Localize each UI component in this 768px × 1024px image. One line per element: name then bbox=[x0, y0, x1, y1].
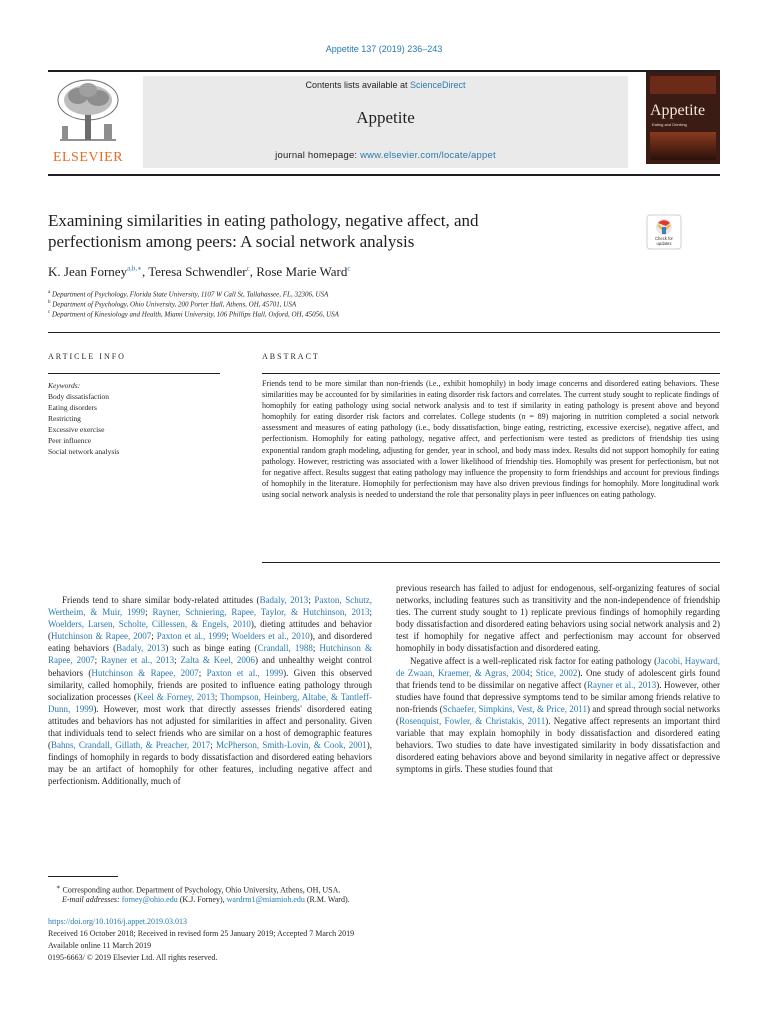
article-title: Examining similarities in eating pathology, negative affect, and perfectionism among peers: A social network analysis bbox=[48, 211, 479, 251]
affiliation: $^c$ Department of Kinesiology and Health, Miami University, 106 Phillips Hall, Oxford, OH, 45056, USA bbox=[48, 310, 339, 319]
abstract-bottom-rule bbox=[262, 562, 720, 563]
body-paragraph: Negative affect is a well-replicated risk factor for eating pathology (Jacobi, Hayward, de Zwaan, Kraemer, & Agras, 2004; Stice, 2002). One study of adolescent girls found that friends tend to be dissimilar on negative affect (Rayner et al., 2013). However, other studies have found that depressive symptoms tend to be similar among friends relative to non-friends (Schaefer, Simpkins, Vest, & Price, 2011) and spread through social networks (Rosenquist, Fowler, & Christakis, 2011). Negative affect represents an important third variable that may explain homophily in body dissatisfaction and disordered eating behaviors. Two studies to date have investigated similarity in body dissatisfaction and disordered eating behaviors above and beyond similarity in negative affect or depressive symptoms in girls. These studies found that bbox=[396, 655, 720, 775]
citation-link[interactable]: McPherson, Smith-Lovin, & Cook, 2001 bbox=[215, 740, 367, 751]
corresponding-author-note: ∗ Corresponding author. Department of Psychology, Ohio University, Athens, OH, USA. bbox=[56, 884, 341, 895]
homepage-line: journal homepage: www.elsevier.com/locate/appet bbox=[275, 150, 496, 161]
cover-stripe bbox=[650, 76, 716, 94]
abstract-heading: ABSTRACT bbox=[262, 352, 320, 361]
email-link[interactable]: forney@ohio.edu bbox=[121, 895, 178, 904]
author-name: K. Jean Forney bbox=[48, 264, 128, 279]
elsevier-wordmark: ELSEVIER bbox=[52, 150, 124, 165]
email-addresses: E-mail addresses: forney@ohio.edu (K.J. Forney), wardrm1@miamioh.edu (R.M. Ward). bbox=[62, 895, 350, 904]
copyright-line: 0195-6663/ © 2019 Elsevier Ltd. All rights reserved. bbox=[48, 953, 218, 962]
citation-link[interactable]: Rayner, Schniering, Rapee, Taylor, & Hutchinson, 2013 bbox=[152, 607, 370, 618]
author-name: Rose Marie Ward bbox=[256, 264, 348, 279]
available-online: Available online 11 March 2019 bbox=[48, 941, 152, 950]
author-list: K. Jean Forney$^{a,b,∗}$, Teresa Schwendler$^c$, Rose Marie Ward$^c$ bbox=[48, 264, 351, 279]
header-bottom-rule bbox=[48, 174, 720, 176]
citation-link[interactable]: Thompson, Heinberg, Altabe, & Tantleff-Dunn, 1999 bbox=[48, 691, 373, 714]
citation-link[interactable]: Paxton et al., 1999 bbox=[206, 667, 284, 678]
check-for-updates-text: Check for updates bbox=[655, 236, 673, 246]
citation-link[interactable]: Rayner et al., 2013 bbox=[101, 655, 175, 666]
body-column-right bbox=[396, 582, 720, 776]
contents-line: Contents lists available at ScienceDirect bbox=[305, 80, 466, 90]
affiliation: $^a$ Department of Psychology, Florida State University, 1107 W Call St, Tallahassee, FL, 32306, USA bbox=[48, 290, 329, 299]
citation-link[interactable]: Woelders et al., 2010 bbox=[231, 631, 310, 642]
author-affiliation-mark[interactable]: c bbox=[246, 264, 250, 273]
author-affiliation-mark[interactable]: a,b,∗ bbox=[127, 264, 142, 273]
article-info-rule bbox=[48, 373, 220, 374]
citation-link[interactable]: Paxton, Schutz, Wertheim, & Muir, 1999 bbox=[48, 595, 372, 618]
received-dates: Received 16 October 2018; Received in revised form 25 January 2019; Accepted 7 March 2019 bbox=[48, 929, 355, 938]
citation-link[interactable]: Schaefer, Simpkins, Vest, & Price, 2011 bbox=[442, 703, 587, 714]
citation-link[interactable]: Stice, 2002 bbox=[535, 667, 578, 678]
keyword: Body dissatisfaction bbox=[48, 392, 110, 401]
article-info-heading: ARTICLE INFO bbox=[48, 352, 126, 361]
body-column-left bbox=[48, 594, 372, 788]
header-top-rule bbox=[48, 70, 720, 72]
affiliation: $^b$ Department of Psychology, Ohio University, 200 Porter Hall, Athens, OH, 45701, USA bbox=[48, 300, 297, 309]
body-paragraph: Friends tend to share similar body-related attitudes (Badaly, 2013; Paxton, Schutz, Wertheim, & Muir, 1999; Rayner, Schniering, Rapee, Taylor, & Hutchinson, 2013; Woelders, Larsen, Scholte, Cillessen, & Engels, 2010), dieting attitudes and behavior (Hutchinson & Rapee, 2007; Paxton et al., 1999; Woelders et al., 2010), and disordered eating behaviors (Badaly, 2013) such as binge eating (Crandall, 1988; Hutchinson & Rapee, 2007; Rayner et al., 2013; Zalta & Keel, 2006) and unhealthy weight control behaviors (Hutchinson & Rapee, 2007; Paxton et al., 1999). Given this observed similarity, called homophily, friends are posited to influence eating pathology through socialization processes (Keel & Forney, 2013; Thompson, Heinberg, Altabe, & Tantleff-Dunn, 1999). However, most work that directly assesses friends' disordered eating attitudes and behaviors has not adjusted for similarities in affect and personality. Given that individuals tend to select friends who are similar on a host of demographic features (Bahns, Crandall, Gillath, & Preacher, 2017; McPherson, Smith-Lovin, & Cook, 2001), findings of homophily in regards to body dissatisfaction and disordered eating behaviors may be an artifact of homophily for other features, including negative affect and perfectionism. Additionally, much of bbox=[48, 595, 373, 787]
email-link[interactable]: wardrm1@miamioh.edu bbox=[226, 895, 305, 904]
body-paragraph: previous research has failed to adjust for endogenous, self-organizing features of social networks, including features such as transitivity and the non-independence of friendship ties. The current study sought to 1) replicate previous findings of homophily regarding body dissatisfaction and disordered eating behaviors using social network analysis and 2) test if homophily for negative affect and perfectionism may account for observed homophily in body dissatisfaction and disordered eating. bbox=[396, 583, 720, 654]
journal-banner bbox=[143, 76, 628, 168]
keyword: Social network analysis bbox=[48, 447, 120, 456]
citation-link[interactable]: Keel & Forney, 2013 bbox=[136, 691, 215, 702]
citation-link[interactable]: Jacobi, Hayward, de Zwaan, Kraemer, & Agras, 2004 bbox=[396, 655, 720, 678]
citation-link[interactable]: Crandall, 1988 bbox=[257, 643, 313, 654]
check-for-updates-badge[interactable] bbox=[646, 214, 682, 250]
author-name: Teresa Schwendler bbox=[148, 264, 247, 279]
keyword: Excessive exercise bbox=[48, 425, 105, 434]
journal-reference[interactable]: Appetite 137 (2019) 236–243 bbox=[325, 44, 443, 54]
cover-image bbox=[650, 132, 716, 160]
citation-link[interactable]: Badaly, 2013 bbox=[259, 595, 309, 605]
citation-link[interactable]: Hutchinson & Rapee, 2007 bbox=[51, 631, 152, 642]
journal-name: Appetite bbox=[356, 108, 415, 127]
journal-homepage-link[interactable]: www.elsevier.com/locate/appet bbox=[360, 150, 496, 161]
abstract-text: Friends tend to be more similar than non-friends (i.e., exhibit homophily) in body image concerns and disordered eating behaviors. These similarities may be accounted for by similarities in eating disorder risk factors and correlates. The current study sought to replicate findings of homophily for eating pathology using social network analysis and to test if similarity in eating pathology is present above and beyond homophily for eating disorder risk factors and correlates. College students (n = 89) majoring in nutrition completed a social network assessment and measures of eating pathology (i.e., body dissatisfaction, binge eating, restricting, excessive exercise), negative affect, and perfectionism. Homophily for eating pathology, negative affect, and perfectionism were tested as predictors of friendship ties using exponential random graph modeling, adjusting for gender, year in school, and body mass index. Results did not support homophily for eating pathology. However, restricting was associated with a lower likelihood of friendship ties. Homophily was present for perfectionism, but not for negative affect. Results suggest that eating pathology may influence the propensity to form friendships and account for previous findings of homophily in the literature. Homophily for perfectionism may have also driven previous findings for homophily. More longitudinal work using social network analysis is needed to understand the role that personality plays in peer influences on eating pathology. bbox=[262, 379, 719, 499]
citation-link[interactable]: Rosenquist, Fowler, & Christakis, 2011 bbox=[399, 716, 546, 727]
cover-title: Appetite bbox=[650, 102, 706, 119]
cover-subtitle: Eating and Drinking bbox=[652, 122, 687, 127]
doi-link[interactable]: https://doi.org/10.1016/j.appet.2019.03.013 bbox=[48, 917, 187, 926]
citation-link[interactable]: Rayner et al., 2013 bbox=[587, 679, 657, 690]
footnote-rule bbox=[48, 876, 118, 877]
author-affiliation-mark[interactable]: c bbox=[347, 264, 351, 273]
keyword: Eating disorders bbox=[48, 403, 97, 412]
citation-link[interactable]: Paxton et al., 1999 bbox=[156, 631, 227, 642]
citation-link[interactable]: Hutchinson & Rapee, 2007 bbox=[48, 643, 372, 666]
keywords-label: Keywords: bbox=[48, 381, 81, 390]
citation-link[interactable]: Zalta & Keel, 2006 bbox=[180, 655, 255, 666]
journal-cover-thumbnail[interactable] bbox=[646, 72, 720, 164]
abstract-rule bbox=[262, 373, 720, 374]
citation-link[interactable]: Bahns, Crandall, Gillath, & Preacher, 2017 bbox=[51, 740, 211, 751]
keywords-block bbox=[48, 380, 119, 457]
elsevier-logo bbox=[48, 76, 128, 168]
citation-link[interactable]: Hutchinson & Rapee, 2007 bbox=[91, 667, 199, 678]
keyword: Restricting bbox=[48, 414, 81, 423]
sciencedirect-link[interactable]: ScienceDirect bbox=[410, 80, 466, 90]
keyword: Peer influence bbox=[48, 436, 92, 445]
citation-link[interactable]: Woelders, Larsen, Scholte, Cillessen, & Engels, 2010 bbox=[48, 619, 251, 630]
citation-link[interactable]: Badaly, 2013 bbox=[116, 643, 166, 654]
tree-emblem-icon bbox=[52, 76, 124, 146]
section-rule bbox=[48, 332, 720, 333]
